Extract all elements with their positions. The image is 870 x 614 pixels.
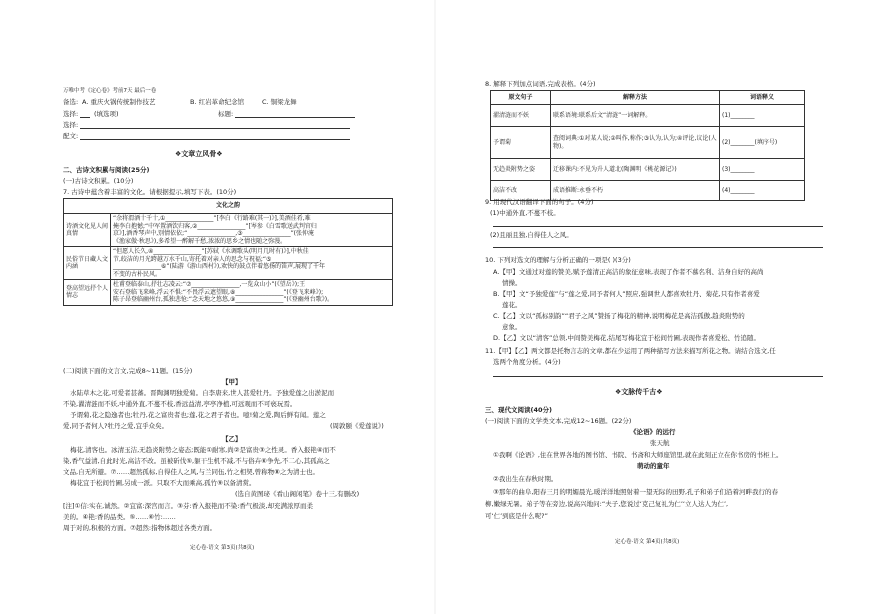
- article-para: ②我出生在春秋时期。: [493, 475, 558, 483]
- table-cell: 无趋炎附势之姿: [491, 159, 551, 181]
- note-line: 周于对的,积极的方面。⑦超然:指物体超过各类方面。: [63, 524, 217, 532]
- table-row: [491, 127, 805, 159]
- article-para: ③那年的曲阜,阳春三月的明媚晨光,暖洋洋地照射着一望无际的田野,孔子和弟子们沿着河畔我行的春: [493, 488, 779, 496]
- option-line: 莲花。: [502, 301, 522, 309]
- note-line: 美的。④艳:香的品类。⑤……⑥竹:……: [63, 513, 176, 521]
- passage-line: 予谓菊,花之隐逸者也;牡丹,花之富贵者也;莲,花之君子者也。噫!菊之爱,陶后鲜有闻。莲之: [70, 411, 326, 419]
- option-line[interactable]: B.【甲】文“予独爱莲”与“莲之爱,同予者何人”照应,强调世人都喜欢牡丹、菊花,只有作者喜爱: [493, 290, 760, 298]
- answer-line[interactable]: [493, 376, 823, 377]
- option-line[interactable]: A.【甲】文通过对莲的赞美,赋予莲清正高洁的象征意味,表现了作者不慕名利、洁身自好的高尚: [493, 268, 764, 276]
- passage-line: 文品,自无所避。⑦……超然孤标,自得佳人之风,与兰同伍,竹之相契,曾称物⑧之为清士也。: [63, 468, 319, 476]
- question-11: 11.【甲】【乙】两文都是托物言志的文章,都在少运用了两种描写方法来描写所花之物。请结合选文,任: [485, 347, 776, 355]
- row-line: 《渔家傲·秋思》),多希望一醉解千愁,浓浓的思乡之情也随之弥漫。: [113, 237, 287, 245]
- passage-line: 梅花,清客也。冰清玉洁,无趋炎附势之姿态;既能①耐寒,尚②是富贵③之性灵。香入报艳④而不: [70, 446, 336, 454]
- pick-hint: (填选项): [94, 110, 119, 118]
- article-para: 可‘仁’到底是什么呢?”: [485, 512, 548, 520]
- options-label: 备选:: [63, 98, 79, 106]
- q9-item-2: (2)且丽且独,自得佳人之风。: [490, 231, 573, 239]
- row-line: “但愿人长久,④________________”[苏轼《水调歌头(明月几时有)》],中秋佳: [113, 248, 309, 255]
- section-banner: ❖文脉传千古❖: [615, 388, 663, 396]
- copy-label: 配文:: [63, 132, 79, 140]
- page-footer: 定心卷·语文 第3页(共8页): [190, 545, 255, 551]
- question-10: 10. 下列对选文的理解与分析正确的一项是( )(3分): [485, 256, 631, 264]
- row-label: 诗酒文化见人间真情: [64, 214, 111, 247]
- row-line: 不变的古朴民风。: [113, 270, 162, 278]
- option-line[interactable]: D.【乙】文以“清客”总领,中间赞美梅花,结尾写梅花宜于松间竹圃,表现作者喜爱松、竹追随。: [493, 334, 761, 342]
- article-author: 张天航: [650, 439, 670, 447]
- question-9: 9. 用现代汉语翻译下面的句子。(4分): [485, 198, 594, 206]
- answer-cell[interactable]: (3)________: [720, 159, 805, 181]
- question-7: 7. 古诗中蕴含着丰富的文化。请根据提示,填写下表。(10分): [63, 188, 237, 196]
- answer-cell[interactable]: (1)________: [720, 105, 805, 127]
- option-line: 意象。: [502, 323, 522, 331]
- note-line: [注]①信:实在,诚然。②宜富:深宫而言。③芬:香入报艳而不染:香气极淡,却充满浓厚而柔: [63, 502, 313, 510]
- table-cell: 迁移课内:不见为升人道北(陶渊明《桃花源记》): [551, 159, 720, 181]
- passage-line: 染,香气益清,自此时光,高洁不改。虽被斫伐⑤,躯干生机不减,不与俗卉⑥争先,不二心,其孤高之: [63, 457, 330, 465]
- header-cell: 原文句子: [491, 91, 551, 105]
- row-label: 民俗节日藏人文内涵: [64, 247, 111, 280]
- pick-label: 选择:: [63, 110, 79, 118]
- table-cell: 查阅词典:①对某人说;②叫作,称作;③认为,认为;④评论,议论(人物)。: [551, 127, 720, 159]
- running-head: 万唯中考《定心卷》考前7天 最后一卷: [63, 88, 157, 94]
- subsection-2: (二)阅读下面的文言文,完成8~11题。(15分): [63, 367, 193, 375]
- row-line: 节,皎洁的月光跨越万水千山,寄托着对亲人的思念与祝福;“⑤________________,: [113, 255, 322, 263]
- passage-line: 爱,同予者何人?牡丹之爱,宜乎众矣。: [63, 422, 169, 430]
- section-banner: ❖文章立风骨❖: [175, 150, 223, 158]
- row-content: [111, 247, 393, 280]
- table-title: 文化之韵: [64, 199, 393, 214]
- table-row: [491, 105, 805, 127]
- table-cell: 予谓菊: [491, 127, 551, 159]
- row-line: 京》],酒香琴声中,别情依依;“________________,③________________”(张仲淹: [113, 230, 315, 237]
- passage-yi-title: 【乙】: [222, 435, 242, 443]
- table-row: [491, 159, 805, 181]
- select-label: 选择:: [63, 121, 79, 129]
- option-b: B. 红岩革命纪念馆: [190, 98, 245, 106]
- passage-line: 梅花宜于松间竹圃,另成一派。只取不大而乘高,孤竹⑨以备清赏。: [70, 479, 256, 487]
- passage-source: (周敦颐《爱莲说》): [330, 422, 384, 430]
- header-cell: 解释方法: [551, 91, 720, 105]
- table-row: [64, 214, 393, 247]
- culture-table: [63, 198, 393, 306]
- passage-line: 水陆草木之花,可爱者甚蕃。晋陶渊明独爱菊。自李唐来,世人甚爱牡丹。予独爱莲之出淤泥而: [70, 389, 335, 397]
- subsection-3: (一)阅读下面的文学类文本,完成12~16题。(22分): [485, 417, 632, 425]
- row-line: 掩李白抱憾;“中军置酒饮归客,②________________”[岑参《白雪歌送武判官归: [113, 222, 317, 230]
- passage-source: (选自黄图珌《看山阁闲笔》卷十三,有删改): [235, 490, 360, 498]
- select-blank[interactable]: [80, 128, 350, 129]
- row-line: “余将渭酒十千十,①________________”[李白《行路难(其一)》],美酒佳肴,难: [113, 215, 311, 222]
- answer-cell[interactable]: (2)________(填序号): [720, 127, 805, 159]
- row-line: ________________⑥”(陆游《游山西村》),欢快的鼓点伴着悠扬的笛声,展现了千年: [113, 263, 325, 270]
- answer-line[interactable]: [493, 247, 823, 248]
- table-cell: 高洁不改: [491, 181, 551, 201]
- pick-blank[interactable]: [80, 117, 90, 118]
- right-page: [435, 0, 870, 614]
- page-footer: 定心卷·语文 第4页(共8页): [615, 539, 680, 545]
- row-content: [111, 280, 393, 306]
- table-row: [64, 247, 393, 280]
- article-section-title: 萌动的童年: [637, 462, 670, 470]
- passage-line: 不染,濯清涟而不妖,中通外直,不蔓不枝,香远益清,亭亭净植,可远观而不可亵玩焉。: [63, 400, 297, 408]
- table-cell: 联系语境:联系后文“清涟”一词解释。: [551, 105, 720, 127]
- option-c: C. 铜梁龙舞: [262, 98, 297, 106]
- row-label: 登高望远抒个人情志: [64, 280, 111, 306]
- header-cell: 词语释义: [720, 91, 805, 105]
- question-11-cont: 选两个角度分析。(4分): [493, 358, 561, 366]
- passage-jia-title: 【甲】: [222, 378, 242, 386]
- option-a: A. 重庆火锅传统制作技艺: [82, 98, 156, 106]
- question-8: 8. 解释下列加点词语,完成表格。(4分): [485, 80, 596, 88]
- article-title: 《论语》的远行: [630, 428, 676, 436]
- section-2-heading: 二、古诗文积累与阅读(25分): [63, 166, 150, 174]
- article-para: ①我啊《论语》,住在世界各地的图书馆、书院、书斋和大师座馆里,就在此刻正立在你书房的书柜上。: [493, 451, 783, 459]
- q9-item-1: (1)中通外直,不蔓不枝。: [490, 209, 560, 217]
- title-blank[interactable]: [235, 117, 355, 118]
- title-label: 标题:: [218, 110, 234, 118]
- subsection-1: (一)古诗文积累。(10分): [63, 177, 134, 185]
- option-line[interactable]: C.【乙】文以“孤标别韵”“君子之风”赞扬了梅花的精神,说明梅花是高洁孤傲,趋炎附势的: [493, 312, 745, 320]
- table-cell: 濯清涟而不妖: [491, 105, 551, 127]
- article-para: 柳,嫩绿无暑。弟子等在旁边,说高兴地问:“夫子,您说过‘克己复礼为仁’‘立人达人为仁’,: [485, 500, 729, 508]
- row-content: [111, 214, 393, 247]
- q8-table: [490, 90, 805, 201]
- option-line: 情操。: [502, 279, 522, 287]
- section-3-heading: 三、现代文阅读(40分): [485, 406, 552, 414]
- row-line: 陈子昂登临幽州台,孤独悲怆:“念天地之悠悠,⑨________________”(《登幽州台歌》)。: [113, 296, 334, 303]
- table-cell: 成语推断:永垂不朽: [551, 181, 720, 201]
- copy-blank[interactable]: [80, 139, 350, 140]
- table-row: [64, 280, 393, 306]
- row-line: 安石登临飞来峰,浮云不惧:“不畏浮云遮望眼,⑧________________”(《登飞来峰》);: [113, 288, 324, 296]
- row-line: 杜甫登临泰山,抒壮志凌云:“⑦________________,一览众山小”(《望岳》);王: [113, 281, 306, 288]
- answer-line[interactable]: [493, 226, 823, 227]
- answer-cell[interactable]: (4)________: [720, 181, 805, 201]
